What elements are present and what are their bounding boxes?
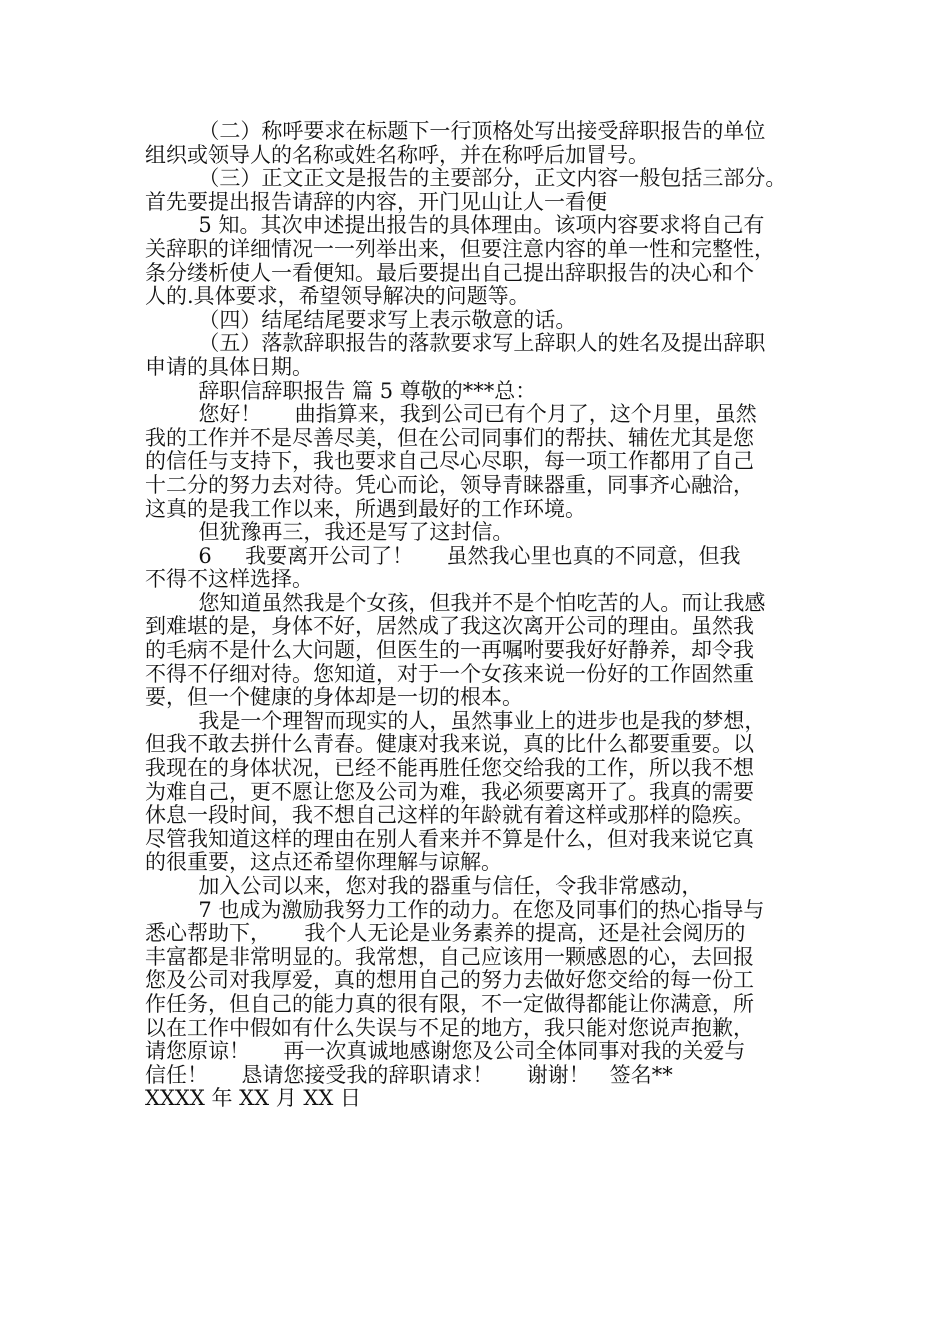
- text-line: （五）落款辞职报告的落款要求写上辞职人的姓名及提出辞职: [145, 331, 766, 356]
- text-line: 我是一个理智而现实的人，虽然事业上的进步也是我的梦想，: [145, 708, 766, 733]
- document-body: [145, 120, 813, 1111]
- text-line: 辞职信辞职报告 篇 5 尊敬的***总：: [145, 378, 537, 403]
- text-line: 7 也成为激励我努力工作的动力。在您及同事们的热心指导与: [145, 897, 765, 922]
- text-line: 您及公司对我厚爱，真的想用自己的努力去做好您交给的每一份工: [145, 968, 754, 993]
- text-line: 组织或领导人的名称或姓名称呼，并在称呼后加冒号。: [145, 142, 649, 167]
- text-line: 我现在的身体状况，已经不能再胜任您交给我的工作，所以我不想: [145, 756, 754, 781]
- text-line: （三）正文正文是报告的主要部分，正文内容一般包括三部分。: [145, 166, 787, 191]
- text-line: XXXX 年 XX 月 XX 日: [145, 1086, 361, 1111]
- text-line: 5 知。其次申述提出报告的具体理由。该项内容要求将自己有: [145, 213, 765, 238]
- text-line: 加入公司以来，您对我的器重与信任，令我非常感动，: [145, 874, 703, 898]
- text-line: 尽管我知道这样的理由在别人看来并不算是什么，但对我来说它真: [145, 826, 754, 851]
- text-line: 的毛病不是什么大问题，但医生的一再嘱咐要我好好静养，却令我: [145, 638, 754, 663]
- text-line: 这真的是我工作以来，所遇到最好的工作环境。: [145, 496, 586, 521]
- text-line: 悉心帮助下， 我个人无论是业务素养的提高，还是社会阅历的: [145, 921, 746, 946]
- text-line: 条分缕析使人一看便知。最后要提出自己提出辞职报告的决心和个: [145, 260, 754, 285]
- text-line: 6 我要离开公司了！ 虽然我心里也真的不同意，但我: [145, 543, 741, 568]
- text-line: 不得不这样选择。: [145, 567, 313, 592]
- text-line: （二）称呼要求在标题下一行顶格处写出接受辞职报告的单位: [145, 119, 766, 143]
- text-line: 的很重要，这点还希望你理解与谅解。: [145, 850, 502, 875]
- text-line: 丰富都是非常明显的。我常想，自己应该用一颗感恩的心，去回报: [145, 944, 754, 969]
- text-line: 以在工作中假如有什么失误与不足的地方，我只能对您说声抱歉，: [145, 1015, 754, 1040]
- text-line: 要，但一个健康的身体却是一切的根本。: [145, 685, 523, 710]
- text-line: 申请的具体日期。: [145, 354, 313, 379]
- text-line: 您知道虽然我是个女孩，但我并不是个怕吃苦的人。而让我感: [145, 590, 766, 615]
- text-line: 信任！ 恳请您接受我的辞职请求！ 谢谢！ 签名**: [145, 1062, 673, 1087]
- text-line: 不得不仔细对待。您知道，对于一个女孩来说一份好的工作固然重: [145, 661, 754, 686]
- text-line: 但犹豫再三，我还是写了这封信。: [145, 520, 514, 545]
- text-line: 十二分的努力去对待。凭心而论，领导青睐器重，同事齐心融洽，: [145, 472, 754, 497]
- text-line: 您好！ 曲指算来，我到公司已有个月了，这个月里，虽然: [145, 402, 757, 427]
- text-line: 为难自己，更不愿让您及公司为难，我必须要离开了。我真的需要: [145, 779, 754, 804]
- text-line: 休息一段时间，我不想自己这样的年龄就有着这样或那样的隐疾。: [145, 803, 754, 828]
- text-line: （四）结尾结尾要求写上表示敬意的话。: [145, 307, 577, 332]
- text-line: 但我不敢去拼什么青春。健康对我来说，真的比什么都要重要。以: [145, 732, 754, 757]
- text-line: 的信任与支持下，我也要求自己尽心尽职，每一项工作都用了自己: [145, 449, 754, 474]
- text-line: 我的工作并不是尽善尽美，但在公司同事们的帮扶、辅佐尤其是您: [145, 425, 754, 450]
- text-line: 到难堪的是，身体不好，居然成了我这次离开公司的理由。虽然我: [145, 614, 754, 639]
- text-line: 首先要提出报告请辞的内容，开门见山让人一看便: [145, 189, 607, 214]
- text-line: 关辞职的详细情况一一列举出来，但要注意内容的单一性和完整性，: [145, 236, 775, 261]
- text-line: 请您原谅！ 再一次真诚地感谢您及公司全体同事对我的关爱与: [145, 1039, 746, 1064]
- text-line: 人的.具体要求，希望领导解决的问题等。: [145, 284, 530, 309]
- text-line: 作任务，但自己的能力真的很有限，不一定做得都能让你满意，所: [145, 991, 754, 1016]
